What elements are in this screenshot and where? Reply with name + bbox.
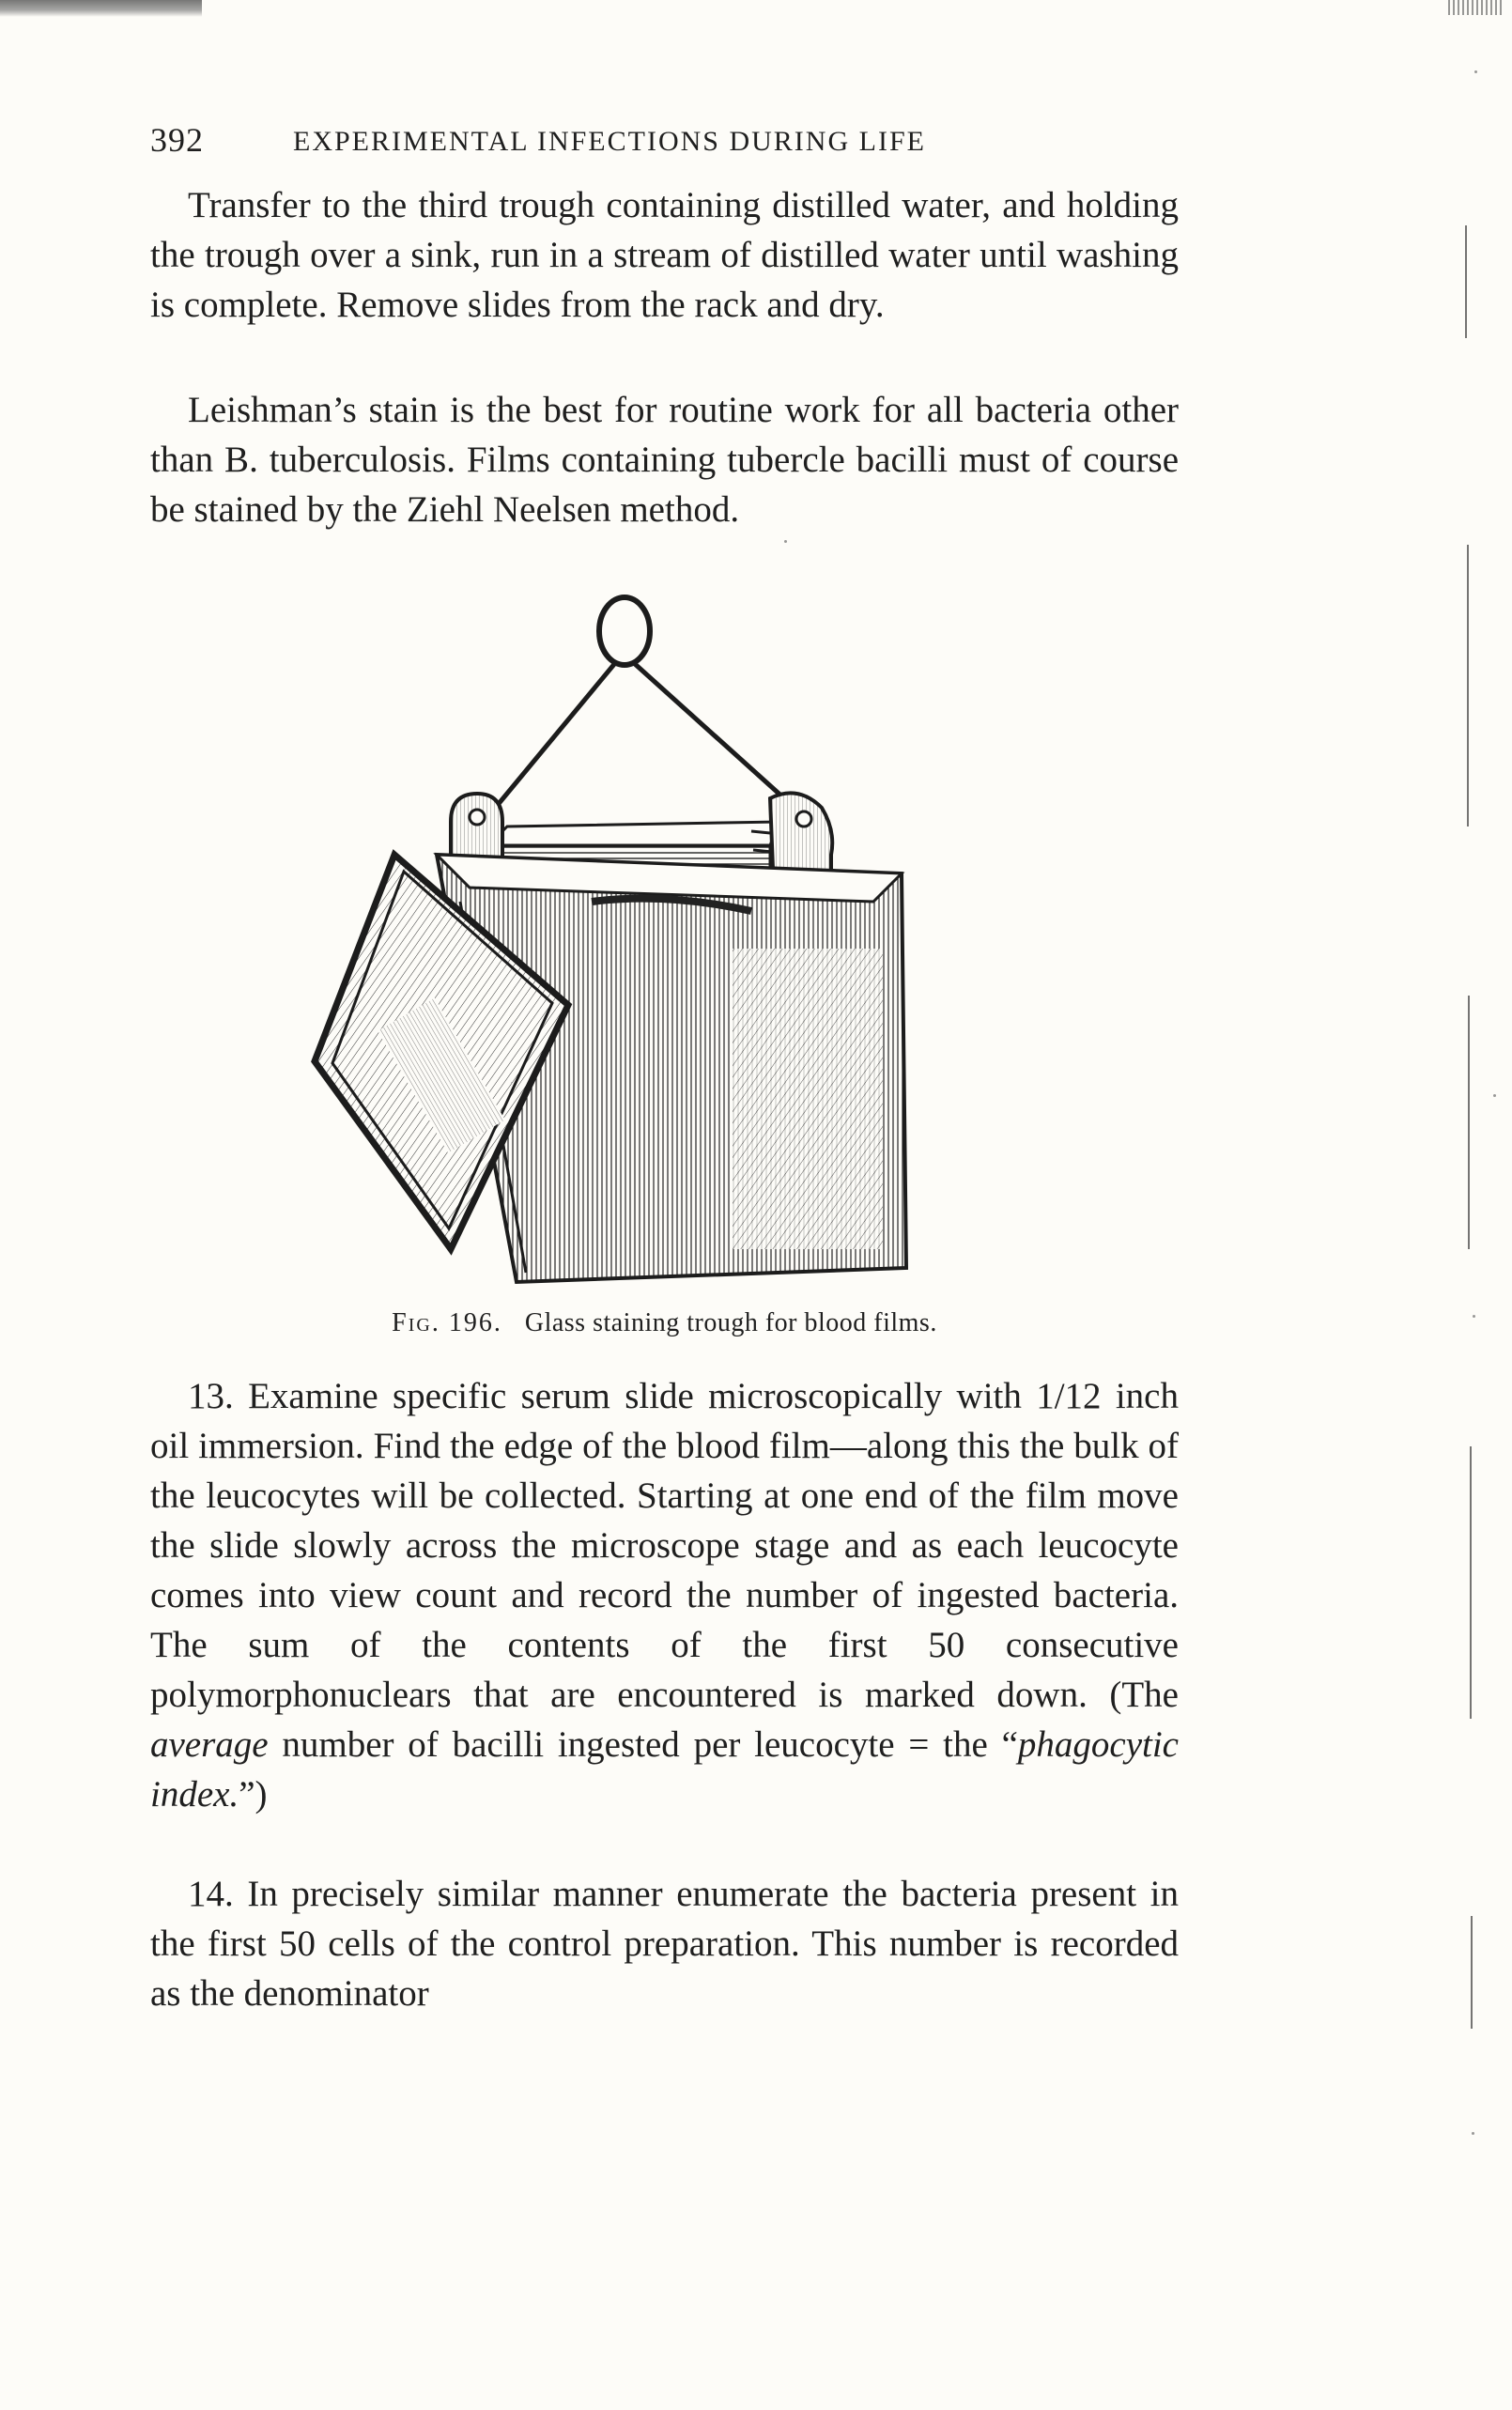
handle-wire-right [634, 663, 784, 798]
step-13-text: 13. Examine specific serum slide microscopically with 1/12 inch oil immersion. Find the edge of the blood film—along this the bulk of the leucocytes will be collected. Starting at one end of the film move the slide slowly across the microscope stage and as each leucocyte comes into view count and record the number of ingested bacteria. The sum of the contents of the first 50 consecutive polymorphonuclears that are encountered is marked down. (The [150, 1376, 1179, 1715]
margin-rule [1470, 1446, 1472, 1719]
margin-rule [1465, 225, 1467, 338]
step-13-italic-phagocytic-index: phagocytic index. [150, 1724, 1179, 1815]
paragraph-step-13 [150, 1371, 1179, 1819]
figure-caption [150, 1308, 1179, 1338]
margin-rule [1467, 545, 1469, 827]
scan-speck [784, 540, 787, 543]
margin-rule [1471, 1916, 1473, 2029]
scan-edge-mark [0, 0, 202, 17]
step-13-text-mid: number of bacilli ingested per leucocyte = the “ [268, 1724, 1018, 1765]
running-head [150, 115, 1179, 171]
handle-loop [599, 597, 650, 665]
scan-speck [1472, 2132, 1474, 2135]
figure-label: Fig. 196. [392, 1308, 502, 1337]
figure-staining-trough [310, 592, 1024, 1315]
handle-wire-left [484, 663, 615, 822]
step-13-italic-average: average [150, 1724, 269, 1765]
figure-caption-text: Glass staining trough for blood films. [524, 1308, 937, 1337]
step-13-text-end: ”) [239, 1774, 268, 1815]
staining-trough-illustration [310, 592, 1024, 1315]
margin-rule [1468, 996, 1470, 1249]
page-number: 392 [150, 121, 204, 159]
paragraph-transfer: Transfer to the third trough containing distilled water, and holding the trough over a sink, run in a stream of distilled water until washing is complete. Remove slides from the rack and dry. [150, 185, 1179, 325]
scan-speck [1473, 1315, 1475, 1318]
paragraph-step-14: 14. In precisely similar manner enumerate the bacteria present in the first 50 cells of the control preparation. This number is recorded as the denominator [150, 1874, 1179, 2014]
paragraph-leishman: Leishman’s stain is the best for routine work for all bacteria other than B. tuberculosis. Films containing tubercle bacilli must of course be stained by the Ziehl Neelsen method. [150, 390, 1179, 530]
running-title: EXPERIMENTAL INFECTIONS DURING LIFE [293, 126, 926, 157]
scan-edge-mark [1448, 0, 1503, 15]
scan-speck [1493, 1094, 1496, 1097]
scan-speck [1474, 70, 1477, 73]
